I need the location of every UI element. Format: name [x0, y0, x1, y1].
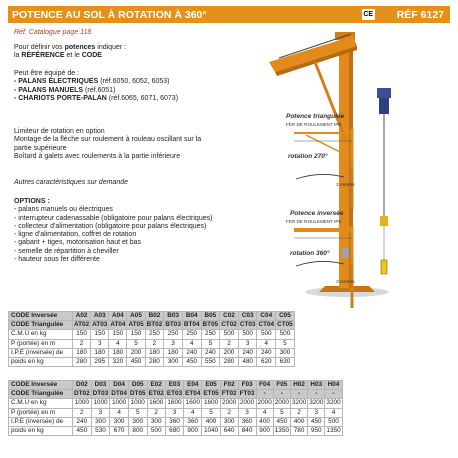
table-cell: 240 [238, 348, 257, 357]
intro-bold: RÉFÉRENCE [21, 52, 65, 60]
table-cell: 1600 [165, 399, 183, 408]
table-cell: E04 [184, 381, 202, 390]
table-cell: H02 [290, 381, 307, 390]
table-cell: 150 [109, 330, 127, 339]
intro-paragraph [14, 44, 126, 61]
table-cell: 5 [201, 339, 220, 348]
row-label: I.P.E (inversée) de [9, 417, 73, 426]
table-cell: B04 [182, 312, 201, 321]
options-title: OPTIONS : [14, 198, 50, 205]
table-cell: AT03 [92, 321, 108, 329]
table-cell: 4 [325, 408, 342, 417]
row-label: CODE Inversée [9, 312, 73, 321]
table-cell: 2000 [222, 399, 237, 407]
row-label: CODE Triangulée [9, 321, 73, 330]
table-cell: FT02 [221, 390, 237, 398]
option-item: - palans manuels ou électriques [14, 206, 113, 214]
table-cell: F04 [256, 381, 273, 390]
table-cell: DT04 [111, 390, 127, 398]
table-cell: D02 [73, 381, 92, 390]
table-cell: H04 [325, 381, 342, 390]
equipment-item [14, 95, 178, 103]
table-cell: 1040 [202, 427, 220, 436]
option-item: - collecteur d'alimentation (obligatoire pour palans électriques) [14, 222, 207, 230]
table-cell: 200 [127, 348, 145, 357]
table-cell: 180 [73, 348, 91, 357]
hoist-body [379, 98, 389, 114]
table-cell: CT03 [239, 321, 256, 329]
table-cell: 2 [145, 339, 164, 348]
feature-line: partie supérieure [14, 144, 67, 152]
table-cell: 250 [201, 330, 220, 339]
table-cell: C05 [276, 312, 295, 321]
option-item: - ligne d'alimentation, coffret de rotation [14, 231, 137, 239]
spec-table-1 [8, 311, 295, 367]
table-cell: - [290, 390, 307, 399]
feature-line: Montage de la flèche sur roulement à rouleau oscillant sur la [14, 136, 202, 144]
diagram1-rotation: rotation 270° [288, 153, 328, 160]
table-cell: 500 [147, 427, 165, 436]
table-cell: CT02 [221, 321, 237, 329]
equipment-item [14, 78, 178, 86]
table-cell: 680 [165, 427, 183, 436]
row-label: P (portée) en m [9, 408, 73, 417]
table-cell: 1600 [147, 399, 165, 408]
diagram1-dim: 3 mètres [336, 183, 355, 188]
table-cell: 300 [110, 417, 129, 426]
table-cell: A05 [127, 312, 145, 321]
table-cell: 300 [276, 348, 295, 357]
table-cell: 150 [127, 330, 145, 339]
table-cell: 295 [91, 358, 109, 367]
equipment-ref: (réf.6051) [83, 86, 116, 94]
table-row [9, 417, 343, 426]
equipment-ref: (réf.6065, 6071, 6073) [106, 94, 179, 102]
table-cell: 1000 [91, 399, 110, 408]
table-cell: D04 [110, 381, 129, 390]
table-cell: 2 [73, 408, 92, 417]
table-cell: 670 [110, 427, 129, 436]
table-cell: 950 [308, 427, 325, 436]
header-bar [8, 6, 450, 23]
options-section [14, 198, 212, 264]
equipment-name: - PALANS MANUELS [14, 86, 84, 94]
table-cell: 530 [91, 427, 110, 436]
option-item: - gabarit + tiges, motorisation haut et bas [14, 239, 142, 247]
table-cell: 1000 [110, 399, 129, 408]
table-cell: F03 [238, 381, 256, 390]
table-cell: 3 [91, 339, 109, 348]
row-label: C.M.U en kg [9, 330, 73, 339]
equipment-ref: (réf.6050, 6052, 6053) [98, 78, 170, 86]
table-cell: 5 [273, 408, 290, 417]
equipment-item [14, 87, 178, 95]
table-cell: 500 [276, 330, 295, 339]
table-cell: 240 [201, 348, 220, 357]
table-cell: 150 [91, 330, 109, 339]
table-cell: C03 [238, 312, 257, 321]
table-row [9, 399, 343, 408]
table-cell: 250 [182, 330, 201, 339]
table-cell: C04 [257, 312, 276, 321]
row-label: P (portée) en m [9, 339, 73, 348]
table-cell: ET03 [166, 390, 183, 398]
table-row [9, 330, 295, 339]
table-cell: 1000 [73, 399, 92, 408]
intro-text-end: indiquer : [95, 44, 127, 51]
table-cell: 1350 [274, 427, 289, 435]
table-cell: 500 [257, 330, 276, 339]
table-cell: 480 [238, 358, 257, 367]
table-cell: ET04 [185, 390, 201, 398]
table-cell: 620 [257, 358, 276, 367]
table-cell: E05 [202, 381, 220, 390]
table-cell: D05 [128, 381, 147, 390]
table-row [9, 339, 295, 348]
table-cell: 2 [220, 339, 239, 348]
table-cell: 240 [182, 348, 201, 357]
table-cell: 630 [276, 358, 295, 367]
table-row [9, 408, 343, 417]
table-cell: 4 [184, 408, 202, 417]
row-label: C.M.U en kg [9, 399, 73, 408]
table-cell: 840 [238, 427, 256, 436]
table-cell: 180 [91, 348, 109, 357]
table-cell: 2000 [239, 399, 255, 407]
table-cell: 500 [325, 417, 342, 426]
table-cell: DT05 [129, 390, 146, 398]
table-cell: 3 [165, 408, 183, 417]
table-cell: 180 [145, 348, 164, 357]
table-cell: BT02 [146, 321, 163, 329]
table-cell: - [273, 390, 290, 399]
table-cell: 800 [128, 427, 147, 436]
table-cell: 5 [128, 408, 147, 417]
table-cell: 280 [73, 358, 91, 367]
table-cell: E03 [165, 381, 183, 390]
diagram1-drawing [286, 127, 372, 215]
table-cell: 360 [184, 417, 202, 426]
table-cell: AT02 [74, 321, 90, 329]
diagram2-title: Potence inversée [290, 210, 344, 217]
table-cell: 300 [147, 417, 165, 426]
table-row [9, 358, 295, 367]
table-cell: D03 [91, 381, 110, 390]
table-cell: 4 [110, 408, 129, 417]
table-cell: F05 [273, 381, 290, 390]
catalog-reference[interactable]: Réf. Catalogue page 118 [14, 29, 92, 36]
table-cell: A04 [109, 312, 127, 321]
table-cell: 3 [238, 339, 257, 348]
table-cell: DT02 [74, 390, 90, 398]
table-row [9, 381, 343, 390]
equipment-section [14, 70, 178, 103]
features-section [14, 128, 201, 161]
table-cell: AT05 [128, 321, 144, 329]
table-cell: 2 [73, 339, 91, 348]
table-cell: DT03 [92, 390, 109, 398]
table-cell: 3200 [326, 399, 341, 407]
table-cell: 360 [165, 417, 183, 426]
table-cell: 1350 [326, 427, 341, 435]
table-cell: ET05 [203, 390, 219, 398]
table-cell: 4 [256, 408, 273, 417]
row-label: CODE Inversée [9, 381, 73, 390]
diagram2-dim: 3 mètres [336, 280, 355, 285]
option-item: - interrupteur cadenassable (obligatoire pour palans électriques) [14, 214, 213, 222]
table-cell: 550 [201, 358, 220, 367]
table-cell: 300 [164, 358, 183, 367]
row-label: poids en kg [9, 358, 73, 367]
table-cell: 780 [290, 427, 307, 436]
table-cell: F02 [220, 381, 238, 390]
table-cell: - [256, 390, 273, 399]
diagram1-note: FER DE ROULEMENT IPE [286, 122, 342, 127]
table-cell: ET02 [148, 390, 164, 398]
table-cell: 450 [127, 358, 145, 367]
table-cell: 2000 [274, 399, 289, 407]
table-cell: B02 [145, 312, 164, 321]
table-cell: 300 [128, 417, 147, 426]
intro-bold: potences [64, 44, 96, 51]
table-cell: 900 [256, 427, 273, 436]
diagram1-title: Potence triangulée [286, 113, 345, 120]
table-cell: 2 [147, 408, 165, 417]
table-cell: 400 [202, 417, 220, 426]
option-item: - semelle de répartition à cheviller [14, 247, 119, 255]
table-cell: 450 [273, 417, 290, 426]
table-cell: 3 [238, 408, 256, 417]
table-cell: 5 [202, 408, 220, 417]
table-cell: 300 [91, 417, 110, 426]
table-row [9, 427, 343, 436]
other-features-note: Autres caractéristiques sur demande [14, 179, 128, 186]
diagram2-note: FER DE ROULEMENT IPE [286, 219, 342, 224]
table-cell: 450 [182, 358, 201, 367]
table-cell: 3 [91, 408, 110, 417]
equipment-name: - PALANS ÉLECTRIQUES [14, 78, 99, 86]
option-item: - hauteur sous fer différente [14, 256, 100, 264]
table-cell: 180 [109, 348, 127, 357]
table-cell: 240 [73, 417, 92, 426]
intro-text: et le [64, 52, 82, 60]
equipment-name: - CHARIOTS PORTE-PALAN [14, 94, 107, 102]
table-cell: 2 [220, 408, 238, 417]
table-cell: CT04 [258, 321, 275, 329]
table-cell: 400 [256, 417, 273, 426]
feature-line: Boîtard à galets avec roulements à la partie inférieure [14, 152, 181, 160]
diagram2-arm [294, 228, 352, 232]
table-cell: 500 [238, 330, 257, 339]
row-label: poids en kg [9, 427, 73, 436]
table-row [9, 348, 295, 357]
table-cell: - [308, 390, 325, 399]
table-cell: 4 [109, 339, 127, 348]
table-cell: FT03 [239, 390, 255, 398]
table-cell: 3200 [309, 399, 324, 407]
table-cell: 450 [73, 427, 92, 436]
control-pendant [381, 260, 387, 274]
hook-block [380, 216, 388, 226]
table-row [9, 321, 295, 330]
table-cell: 300 [220, 417, 238, 426]
table-cell: 5 [276, 339, 295, 348]
trolley [377, 88, 391, 98]
table-cell: 500 [220, 330, 239, 339]
table-cell: 900 [184, 427, 202, 436]
table-cell: CT05 [277, 321, 293, 329]
table-cell: 1000 [128, 399, 147, 408]
diagram2-rotation: rotation 360° [290, 250, 330, 257]
table-cell: 280 [145, 358, 164, 367]
ce-mark-icon: CE [363, 11, 374, 18]
table-cell: 200 [220, 348, 239, 357]
table-cell: 4 [257, 339, 276, 348]
table-cell: AT04 [110, 321, 126, 329]
table-cell: - [325, 390, 342, 399]
table-cell: H03 [308, 381, 325, 390]
table-cell: 240 [257, 348, 276, 357]
table-cell: E02 [147, 381, 165, 390]
table-cell: 1600 [202, 399, 220, 408]
table-cell: 2000 [257, 399, 272, 407]
table-cell: A02 [73, 312, 91, 321]
table-row [9, 312, 295, 321]
table-cell: 3 [308, 408, 325, 417]
intro-text: la [14, 52, 22, 60]
intro-text: Pour définir vos [14, 44, 65, 51]
table-cell: 4 [182, 339, 201, 348]
row-label: CODE Triangulée [9, 390, 73, 399]
feature-line: Limiteur de rotation en option [14, 128, 105, 135]
diagram1-rotation-arc [296, 174, 344, 179]
equipment-heading: Peut être équipé de : [14, 70, 79, 77]
table-cell: 320 [109, 358, 127, 367]
spec-table-1-body [9, 312, 295, 367]
spec-table-2-body [9, 381, 343, 436]
table-cell: A03 [91, 312, 109, 321]
table-cell: 640 [220, 427, 238, 436]
table-cell: B03 [164, 312, 183, 321]
table-cell: 2 [290, 408, 307, 417]
table-cell: BT05 [202, 321, 219, 329]
table-cell: 400 [290, 417, 307, 426]
diagram2-rotation-arc [296, 261, 344, 266]
table-cell: 360 [238, 417, 256, 426]
table-cell: 250 [145, 330, 164, 339]
table-cell: C02 [220, 312, 239, 321]
table-cell: 150 [73, 330, 91, 339]
diagram2-drawing [286, 224, 372, 314]
table-cell: BT04 [183, 321, 200, 329]
table-cell: BT03 [165, 321, 181, 329]
table-cell: 180 [164, 348, 183, 357]
table-cell: 3200 [291, 399, 307, 407]
intro-bold: CODE [81, 52, 102, 60]
table-cell: 5 [127, 339, 145, 348]
reference-number: RÉF 6127 [396, 8, 444, 21]
spec-table-2 [8, 380, 343, 436]
table-cell: 3 [164, 339, 183, 348]
table-cell: 1600 [184, 399, 202, 408]
table-cell: B05 [201, 312, 220, 321]
table-cell: 280 [220, 358, 239, 367]
page-title: POTENCE AU SOL À ROTATION À 360° [12, 8, 207, 21]
table-cell: 450 [308, 417, 325, 426]
table-row [9, 390, 343, 399]
table-cell: 250 [164, 330, 183, 339]
row-label: I.P.E (inversée) de [9, 348, 73, 357]
